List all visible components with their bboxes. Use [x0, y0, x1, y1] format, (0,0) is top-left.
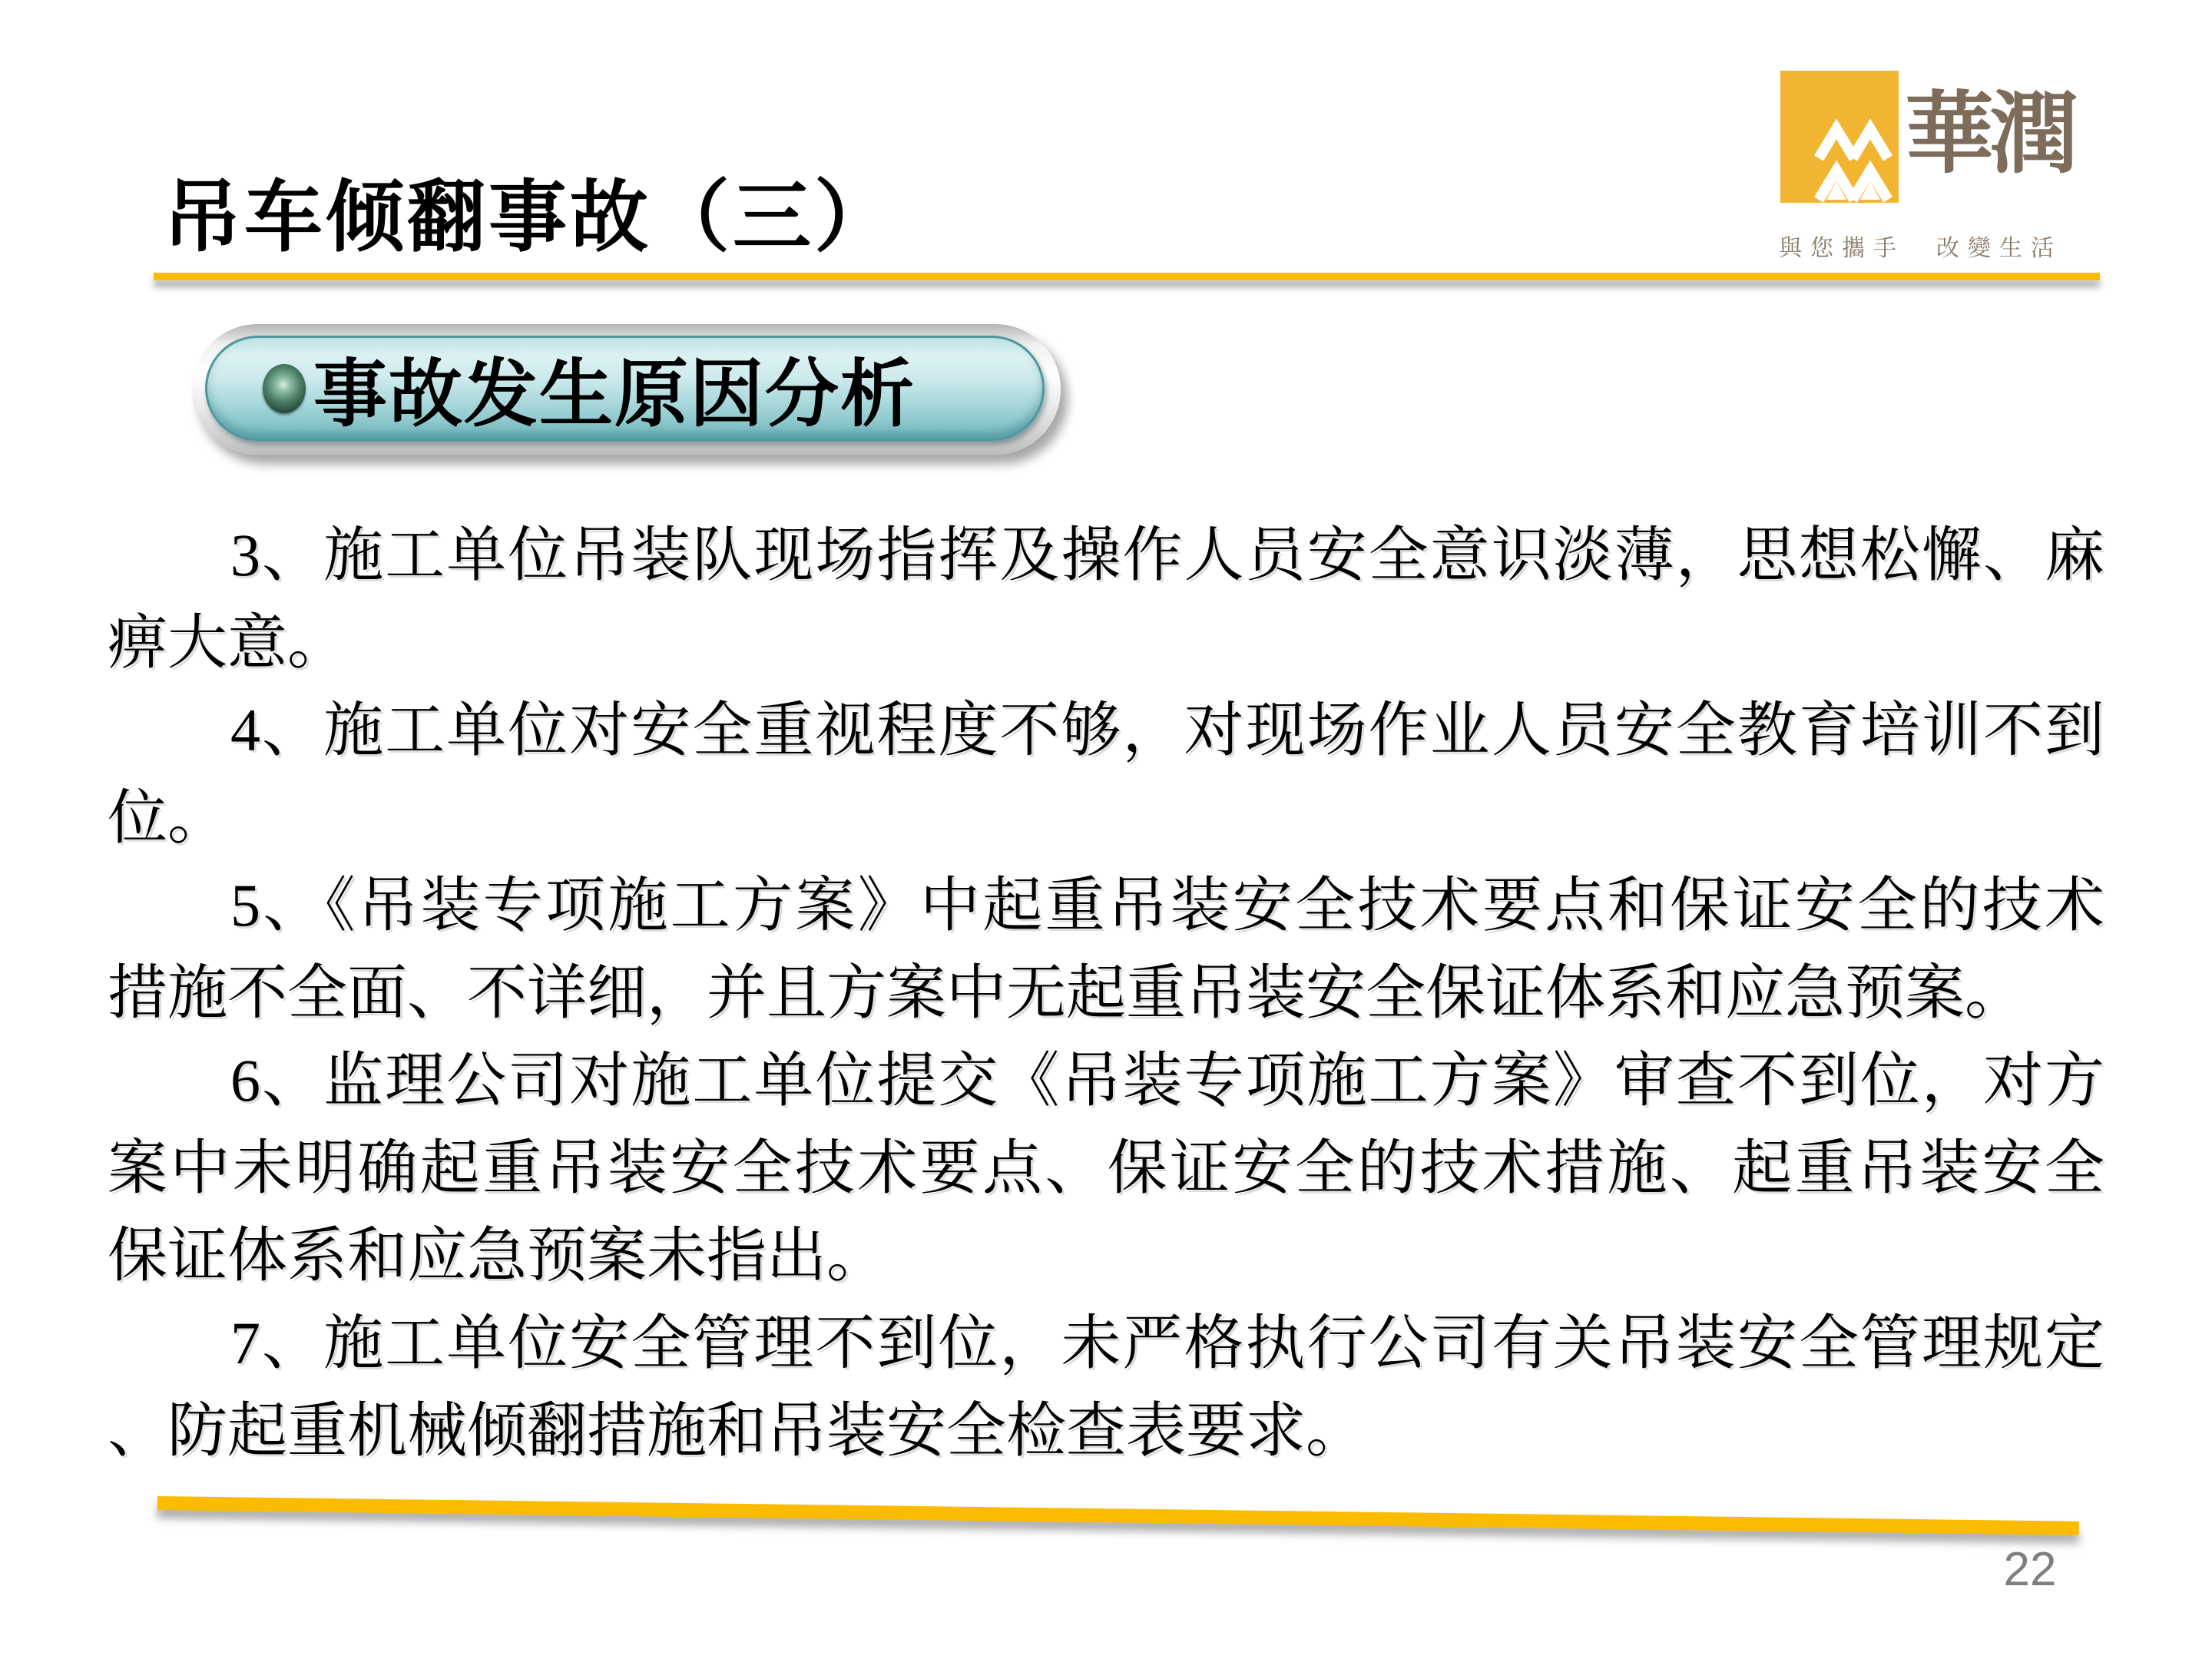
logo-chevrons-icon	[1780, 71, 1899, 203]
logo-tagline: 與您攜手 改變生活	[1779, 236, 2062, 261]
section-header-inner	[205, 336, 1045, 441]
logo-brand-text: 華潤	[1905, 86, 2074, 184]
body-line: 案中未明确起重吊装安全技术要点、保证安全的技术措施、起重吊装安全	[108, 1134, 2104, 1201]
body-line: 6、监理公司对施工单位提交《吊装专项施工方案》审查不到位，对方	[230, 1047, 2104, 1114]
china-resources-logo	[1777, 69, 2074, 261]
page-number: 22	[2003, 1543, 2057, 1596]
section-header-label: 事故发生原因分析	[313, 353, 916, 435]
body-line: 7、施工单位安全管理不到位，未严格执行公司有关吊装安全管理规定	[230, 1310, 2104, 1376]
green-sphere-bullet-icon	[263, 364, 306, 413]
body-line: 5、《吊装专项施工方案》中起重吊装安全技术要点和保证安全的技术	[230, 872, 2104, 939]
body-line: 痹大意。	[108, 609, 348, 676]
body-line: 、防起重机械倾翻措施和吊装安全检查表要求。	[108, 1397, 1366, 1464]
body-line: 3、施工单位吊装队现场指挥及操作人员安全意识淡薄，思想松懈、麻	[230, 522, 2104, 588]
body-text-block	[108, 512, 2104, 1475]
page-title: 吊车倾翻事故（三）	[163, 175, 896, 262]
body-line: 保证体系和应急预案未指出。	[108, 1222, 887, 1289]
section-header-capsule	[192, 324, 1061, 455]
body-line: 4、施工单位对安全重视程度不够，对现场作业人员安全教育培训不到	[230, 697, 2104, 763]
title-underline	[154, 273, 2100, 280]
body-line: 措施不全面、不详细，并且方案中无起重吊装安全保证体系和应急预案。	[108, 959, 2025, 1026]
body-line: 位。	[108, 784, 228, 851]
footer-rule	[157, 1496, 2079, 1535]
